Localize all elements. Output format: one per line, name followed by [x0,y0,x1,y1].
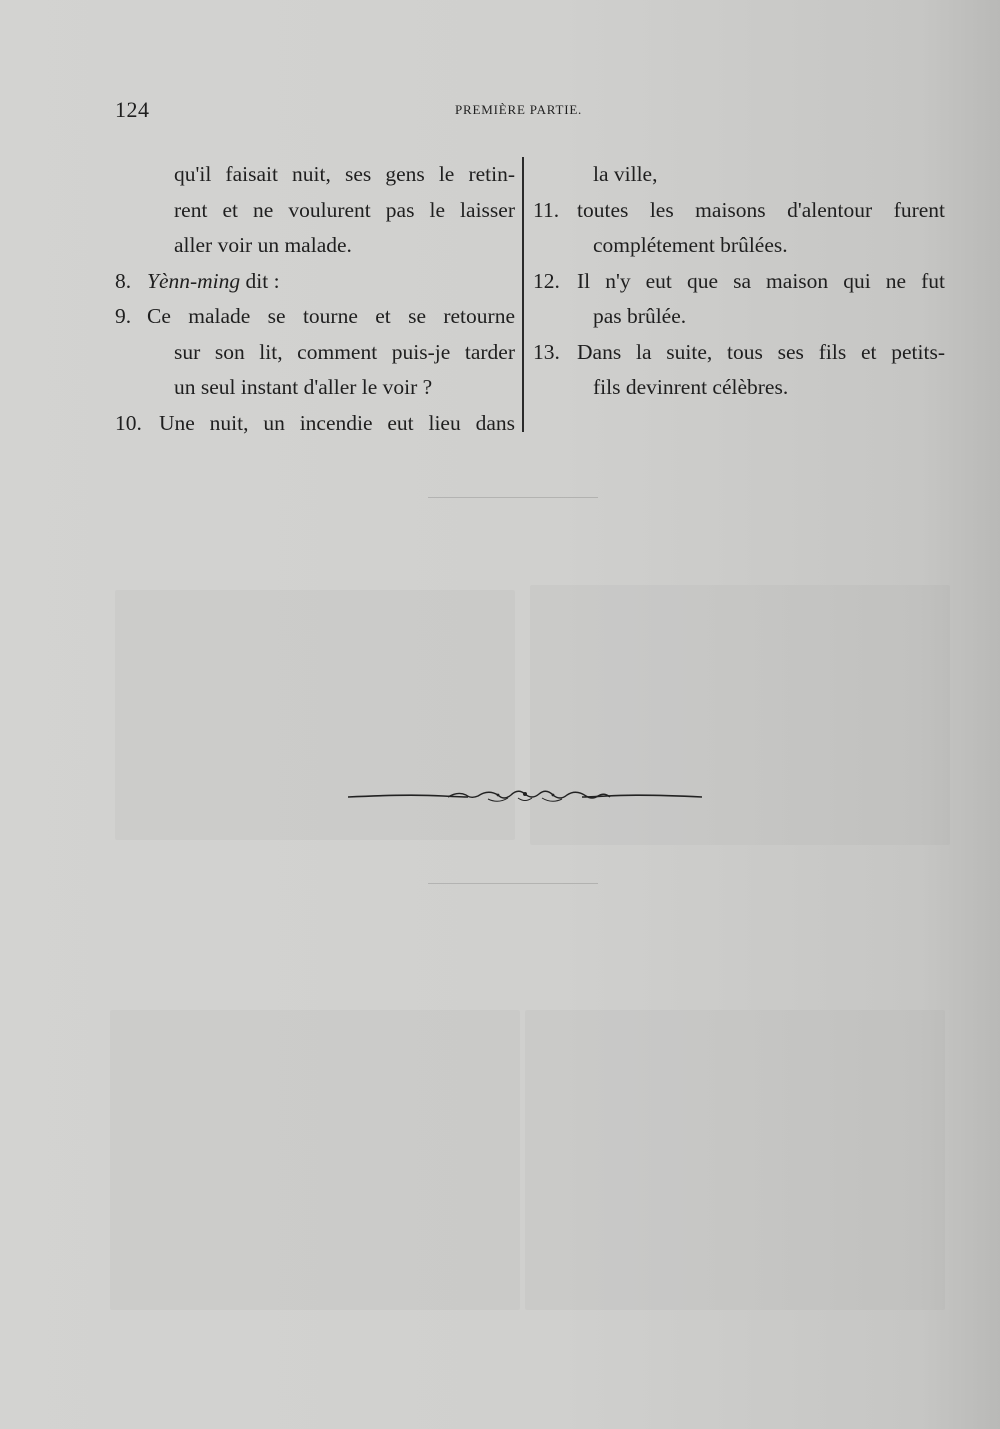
verse-number: 8. [115,268,132,293]
show-through-rule [428,883,598,884]
show-through-rule [428,497,598,498]
line-text: toutes les maisons d'alentour furent [577,197,945,222]
page-number: 124 [115,97,150,122]
text-line [115,299,515,335]
line-text: qu'il faisait nuit, ses gens le retin- [174,162,515,186]
text-line [533,193,945,229]
line-text: Il n'y eut que sa maison qui ne fut [577,268,945,293]
line-text: Une nuit, un incendie eut lieu dans [159,410,515,435]
italic-name: Yènn-ming [147,268,241,293]
text-line [533,335,945,371]
line-text: fils devinrent célèbres. [593,375,789,399]
text-line [115,264,515,300]
show-through-shadow [110,1010,520,1310]
line-text: Ce malade se tourne et se retourne [147,304,515,328]
running-title: PREMIÈRE PARTIE. [455,102,583,117]
line-text: rent et ne voulurent pas le laisser [174,197,515,222]
tailpiece-ornament [348,780,702,814]
text-line [115,193,515,229]
text-line [115,335,515,371]
line-text: Dans la suite, tous ses fils et petits- [577,339,945,364]
right-column [533,157,945,406]
verse-number: 10. [115,410,142,435]
verse-number: 9. [115,304,132,328]
text-line [533,157,945,193]
line-text: complétement brûlées. [593,233,788,257]
line-text: un seul instant d'aller le voir ? [174,375,433,399]
left-column [115,157,515,441]
text-line [533,264,945,300]
line-text: la ville, [593,162,658,186]
line-text [147,264,515,300]
column-divider [522,157,524,432]
show-through-shadow [525,1010,945,1310]
line-text: aller voir un malade. [174,233,352,257]
text-line [533,370,945,406]
text-line [533,299,945,335]
text-line [115,370,515,406]
verse-number: 11. [533,197,560,222]
line-text: sur son lit, comment puis-je tarder [174,339,515,364]
text-line [115,228,515,264]
text-line [115,406,515,442]
line-text: pas brûlée. [593,304,687,328]
text-line [533,228,945,264]
text-line [115,157,515,193]
verse-number: 13. [533,339,560,364]
verse-number: 12. [533,268,560,293]
line-text-rest: dit : [240,268,280,293]
